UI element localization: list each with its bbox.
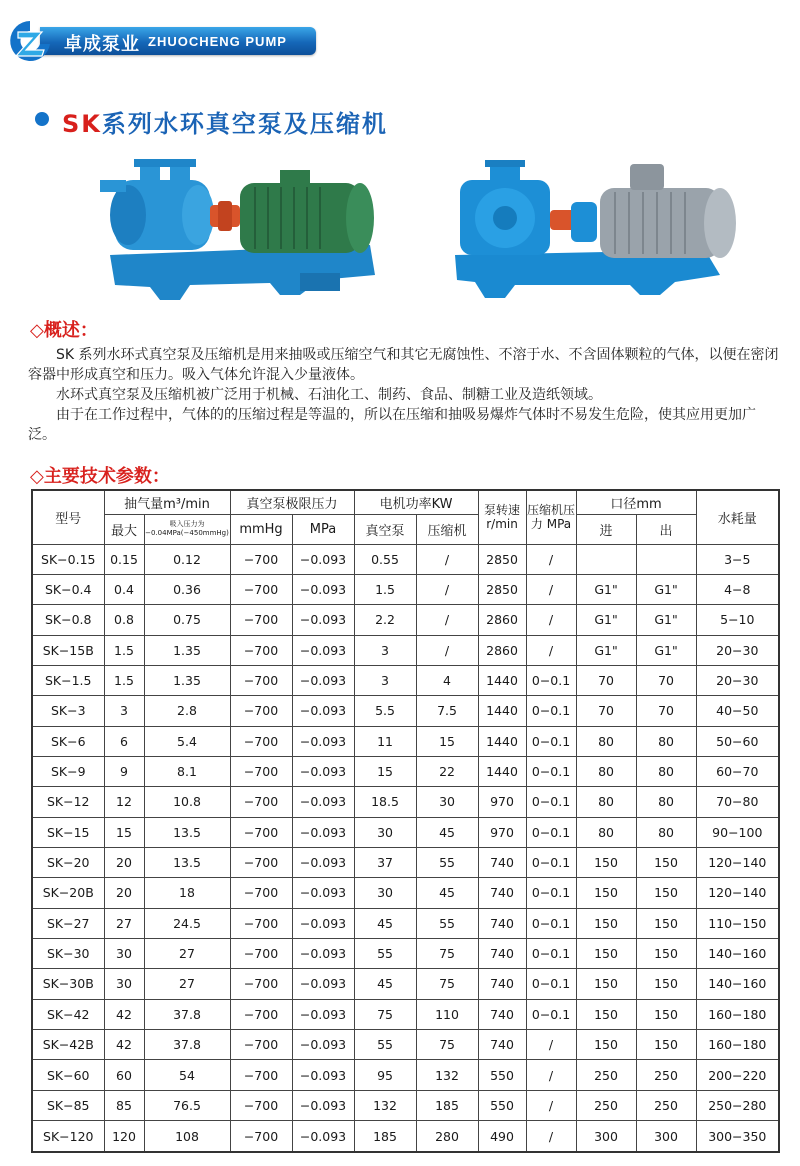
table-row <box>32 756 779 786</box>
cell-comp-pressure: / <box>526 574 576 604</box>
cell-mpa: −0.093 <box>292 938 354 968</box>
cell-suction-max: 30 <box>104 969 144 999</box>
cell-outlet: G1" <box>636 605 696 635</box>
table-row <box>32 938 779 968</box>
cell-suction: 10.8 <box>144 787 230 817</box>
cell-mmhg: −700 <box>230 787 292 817</box>
cell-comp-pressure: 0−0.1 <box>526 969 576 999</box>
cell-speed: 1440 <box>478 696 526 726</box>
cell-suction: 54 <box>144 1060 230 1090</box>
cell-outlet: 250 <box>636 1060 696 1090</box>
cell-inlet: 250 <box>576 1090 636 1120</box>
cell-outlet <box>636 544 696 574</box>
cell-mmhg: −700 <box>230 696 292 726</box>
cell-compressor-kw: 75 <box>416 1030 478 1060</box>
cell-mmhg: −700 <box>230 908 292 938</box>
spec-table <box>31 489 780 1153</box>
cell-outlet: 150 <box>636 938 696 968</box>
cell-outlet: 70 <box>636 696 696 726</box>
cell-vacuum-pump-kw: 18.5 <box>354 787 416 817</box>
cell-mmhg: −700 <box>230 999 292 1029</box>
cell-speed: 2850 <box>478 574 526 604</box>
cell-mpa: −0.093 <box>292 605 354 635</box>
cell-inlet: G1" <box>576 635 636 665</box>
cell-model: SK−6 <box>32 726 104 756</box>
cell-suction: 0.36 <box>144 574 230 604</box>
cell-vacuum-pump-kw: 11 <box>354 726 416 756</box>
cell-mpa: −0.093 <box>292 696 354 726</box>
cell-water: 60−70 <box>696 756 779 786</box>
cell-suction-max: 42 <box>104 1030 144 1060</box>
col-suction: 抽气量m³/min <box>104 490 230 514</box>
cell-water: 160−180 <box>696 1030 779 1060</box>
cell-inlet: 150 <box>576 878 636 908</box>
table-row <box>32 1030 779 1060</box>
cell-inlet: 150 <box>576 969 636 999</box>
cell-suction: 37.8 <box>144 999 230 1029</box>
cell-mmhg: −700 <box>230 574 292 604</box>
cell-model: SK−30B <box>32 969 104 999</box>
cell-mmhg: −700 <box>230 726 292 756</box>
spec-table-body <box>32 544 779 1152</box>
cell-model: SK−15B <box>32 635 104 665</box>
cell-vacuum-pump-kw: 55 <box>354 938 416 968</box>
cell-model: SK−9 <box>32 756 104 786</box>
cell-inlet: 150 <box>576 999 636 1029</box>
col-inlet: 进 <box>576 514 636 544</box>
cell-suction-max: 20 <box>104 847 144 877</box>
cell-mmhg: −700 <box>230 1060 292 1090</box>
cell-compressor-kw: 55 <box>416 908 478 938</box>
cell-comp-pressure: 0−0.1 <box>526 665 576 695</box>
cell-mpa: −0.093 <box>292 635 354 665</box>
cell-inlet: 150 <box>576 938 636 968</box>
cell-mmhg: −700 <box>230 847 292 877</box>
cell-mmhg: −700 <box>230 665 292 695</box>
table-row <box>32 696 779 726</box>
cell-inlet: 300 <box>576 1121 636 1152</box>
cell-inlet: G1" <box>576 605 636 635</box>
cell-comp-pressure: / <box>526 1090 576 1120</box>
table-row <box>32 1090 779 1120</box>
cell-suction-max: 1.5 <box>104 665 144 695</box>
col-outlet: 出 <box>636 514 696 544</box>
cell-compressor-kw: / <box>416 605 478 635</box>
cell-suction: 5.4 <box>144 726 230 756</box>
cell-model: SK−27 <box>32 908 104 938</box>
cell-mpa: −0.093 <box>292 1060 354 1090</box>
cell-inlet: 80 <box>576 756 636 786</box>
cell-compressor-kw: 4 <box>416 665 478 695</box>
cell-comp-pressure: 0−0.1 <box>526 756 576 786</box>
cell-comp-pressure: 0−0.1 <box>526 999 576 1029</box>
cell-model: SK−30 <box>32 938 104 968</box>
cell-outlet: 80 <box>636 726 696 756</box>
cell-suction: 27 <box>144 969 230 999</box>
cell-mmhg: −700 <box>230 1090 292 1120</box>
cell-outlet: 150 <box>636 1030 696 1060</box>
col-vacuum-pump: 真空泵 <box>354 514 416 544</box>
cell-compressor-kw: 15 <box>416 726 478 756</box>
cell-mpa: −0.093 <box>292 878 354 908</box>
cell-comp-pressure: / <box>526 1060 576 1090</box>
cell-model: SK−0.8 <box>32 605 104 635</box>
cell-outlet: 150 <box>636 878 696 908</box>
table-row <box>32 574 779 604</box>
overview-paragraph-3: 由于在工作过程中，气体的的压缩过程是等温的，所以在压缩和抽吸易爆炸气体时不易发生危险，使其应用更加广泛。 <box>28 407 756 443</box>
cell-suction: 76.5 <box>144 1090 230 1120</box>
cell-speed: 2860 <box>478 605 526 635</box>
cell-model: SK−1.5 <box>32 665 104 695</box>
cell-speed: 490 <box>478 1121 526 1152</box>
cell-water: 70−80 <box>696 787 779 817</box>
cell-water: 90−100 <box>696 817 779 847</box>
cell-outlet: 300 <box>636 1121 696 1152</box>
cell-mmhg: −700 <box>230 938 292 968</box>
cell-comp-pressure: 0−0.1 <box>526 787 576 817</box>
cell-outlet: 150 <box>636 999 696 1029</box>
sk-pump-green-motor-image <box>70 135 400 305</box>
cell-inlet: 80 <box>576 726 636 756</box>
cell-water: 140−160 <box>696 969 779 999</box>
cell-suction-max: 85 <box>104 1090 144 1120</box>
cell-vacuum-pump-kw: 0.55 <box>354 544 416 574</box>
cell-suction: 2.8 <box>144 696 230 726</box>
specs-heading: ◇主要技术参数： <box>30 466 170 487</box>
cell-inlet: 150 <box>576 908 636 938</box>
cell-outlet: 80 <box>636 817 696 847</box>
cell-compressor-kw: 55 <box>416 847 478 877</box>
cell-compressor-kw: 185 <box>416 1090 478 1120</box>
cell-comp-pressure: / <box>526 605 576 635</box>
cell-inlet: 150 <box>576 847 636 877</box>
cell-speed: 740 <box>478 878 526 908</box>
page-title <box>62 104 388 139</box>
cell-compressor-kw: 22 <box>416 756 478 786</box>
cell-speed: 740 <box>478 1030 526 1060</box>
cell-model: SK−0.15 <box>32 544 104 574</box>
cell-suction-max: 0.15 <box>104 544 144 574</box>
cell-model: SK−20 <box>32 847 104 877</box>
cell-outlet: 150 <box>636 847 696 877</box>
overview-paragraph-2: 水环式真空泵及压缩机被广泛用于机械、石油化工、制药、食品、制糖工业及造纸领域。 <box>56 387 602 403</box>
cell-comp-pressure: 0−0.1 <box>526 908 576 938</box>
cell-mmhg: −700 <box>230 1030 292 1060</box>
cell-water: 110−150 <box>696 908 779 938</box>
cell-speed: 740 <box>478 847 526 877</box>
col-model: 型号 <box>32 490 104 544</box>
cell-vacuum-pump-kw: 37 <box>354 847 416 877</box>
cell-compressor-kw: 75 <box>416 938 478 968</box>
cell-model: SK−12 <box>32 787 104 817</box>
table-row <box>32 969 779 999</box>
cell-compressor-kw: 132 <box>416 1060 478 1090</box>
table-row <box>32 878 779 908</box>
cell-speed: 550 <box>478 1090 526 1120</box>
table-row <box>32 635 779 665</box>
col-water: 水耗量 <box>696 490 779 544</box>
cell-mmhg: −700 <box>230 1121 292 1152</box>
col-comp-pressure: 压缩机压力 MPa <box>526 490 576 544</box>
cell-speed: 740 <box>478 999 526 1029</box>
cell-speed: 1440 <box>478 726 526 756</box>
cell-suction-max: 1.5 <box>104 635 144 665</box>
cell-speed: 1440 <box>478 665 526 695</box>
cell-model: SK−15 <box>32 817 104 847</box>
cell-suction-max: 30 <box>104 938 144 968</box>
cell-compressor-kw: 110 <box>416 999 478 1029</box>
cell-suction-max: 15 <box>104 817 144 847</box>
cell-speed: 970 <box>478 817 526 847</box>
cell-suction: 27 <box>144 938 230 968</box>
cell-mpa: −0.093 <box>292 665 354 695</box>
cell-water: 300−350 <box>696 1121 779 1152</box>
cell-vacuum-pump-kw: 30 <box>354 817 416 847</box>
cell-suction-max: 6 <box>104 726 144 756</box>
cell-mpa: −0.093 <box>292 1030 354 1060</box>
cell-vacuum-pump-kw: 15 <box>354 756 416 786</box>
cell-speed: 2850 <box>478 544 526 574</box>
cell-water: 140−160 <box>696 938 779 968</box>
cell-outlet: G1" <box>636 574 696 604</box>
cell-mpa: −0.093 <box>292 847 354 877</box>
table-row <box>32 999 779 1029</box>
cell-suction-max: 27 <box>104 908 144 938</box>
cell-suction-max: 12 <box>104 787 144 817</box>
cell-inlet: 250 <box>576 1060 636 1090</box>
overview-paragraph-1: SK 系列水环式真空泵及压缩机是用来抽吸或压缩空气和其它无腐蚀性、不溶于水、不含固体颗粒的气体，以便在密闭容器中形成真空和压力。吸入气体允许混入少量液体。 <box>28 347 779 383</box>
cell-inlet: G1" <box>576 574 636 604</box>
cell-inlet: 150 <box>576 1030 636 1060</box>
cell-suction-max: 0.4 <box>104 574 144 604</box>
cell-vacuum-pump-kw: 132 <box>354 1090 416 1120</box>
cell-mpa: −0.093 <box>292 908 354 938</box>
cell-water: 50−60 <box>696 726 779 756</box>
sk-pump-grey-motor-image <box>445 150 755 300</box>
title-prefix: SK <box>62 110 102 138</box>
col-vacuum-limit: 真空泵极限压力 <box>230 490 354 514</box>
cell-comp-pressure: / <box>526 635 576 665</box>
cell-speed: 740 <box>478 938 526 968</box>
cell-water: 40−50 <box>696 696 779 726</box>
table-row <box>32 847 779 877</box>
cell-model: SK−20B <box>32 878 104 908</box>
cell-outlet: G1" <box>636 635 696 665</box>
cell-suction: 18 <box>144 878 230 908</box>
cell-suction: 1.35 <box>144 635 230 665</box>
table-row <box>32 665 779 695</box>
cell-outlet: 150 <box>636 908 696 938</box>
cell-vacuum-pump-kw: 3 <box>354 635 416 665</box>
cell-vacuum-pump-kw: 55 <box>354 1030 416 1060</box>
col-mpa: MPa <box>292 514 354 544</box>
cell-compressor-kw: / <box>416 574 478 604</box>
cell-mpa: −0.093 <box>292 817 354 847</box>
cell-model: SK−3 <box>32 696 104 726</box>
cell-model: SK−85 <box>32 1090 104 1120</box>
brand-name-en: ZHUOCHENG PUMP <box>148 34 287 49</box>
cell-outlet: 150 <box>636 969 696 999</box>
cell-mmhg: −700 <box>230 635 292 665</box>
cell-speed: 970 <box>478 787 526 817</box>
cell-comp-pressure: 0−0.1 <box>526 847 576 877</box>
cell-suction: 37.8 <box>144 1030 230 1060</box>
table-row <box>32 544 779 574</box>
cell-mmhg: −700 <box>230 756 292 786</box>
cell-suction-max: 120 <box>104 1121 144 1152</box>
cell-compressor-kw: 30 <box>416 787 478 817</box>
cell-water: 120−140 <box>696 847 779 877</box>
cell-water: 20−30 <box>696 665 779 695</box>
cell-mpa: −0.093 <box>292 969 354 999</box>
cell-vacuum-pump-kw: 45 <box>354 908 416 938</box>
cell-water: 3−5 <box>696 544 779 574</box>
cell-compressor-kw: 45 <box>416 817 478 847</box>
cell-suction: 8.1 <box>144 756 230 786</box>
cell-comp-pressure: 0−0.1 <box>526 878 576 908</box>
cell-mmhg: −700 <box>230 969 292 999</box>
col-suction-max: 最大 <box>104 514 144 544</box>
cell-comp-pressure: / <box>526 1030 576 1060</box>
cell-inlet <box>576 544 636 574</box>
title-bullet <box>35 112 49 126</box>
cell-inlet: 70 <box>576 665 636 695</box>
cell-suction-max: 3 <box>104 696 144 726</box>
cell-mpa: −0.093 <box>292 1121 354 1152</box>
cell-comp-pressure: / <box>526 544 576 574</box>
cell-suction-max: 20 <box>104 878 144 908</box>
cell-mpa: −0.093 <box>292 999 354 1029</box>
brand-name-cn: 卓成泵业 <box>64 34 140 55</box>
cell-mpa: −0.093 <box>292 756 354 786</box>
table-row <box>32 817 779 847</box>
table-row <box>32 908 779 938</box>
table-row <box>32 1121 779 1152</box>
cell-model: SK−60 <box>32 1060 104 1090</box>
cell-vacuum-pump-kw: 95 <box>354 1060 416 1090</box>
cell-outlet: 70 <box>636 665 696 695</box>
cell-mmhg: −700 <box>230 878 292 908</box>
cell-suction: 0.12 <box>144 544 230 574</box>
cell-model: SK−0.4 <box>32 574 104 604</box>
cell-compressor-kw: 45 <box>416 878 478 908</box>
cell-suction: 13.5 <box>144 847 230 877</box>
cell-outlet: 80 <box>636 756 696 786</box>
col-speed: 泵转速 r/min <box>478 490 526 544</box>
cell-suction-max: 9 <box>104 756 144 786</box>
cell-suction-max: 60 <box>104 1060 144 1090</box>
cell-vacuum-pump-kw: 185 <box>354 1121 416 1152</box>
cell-vacuum-pump-kw: 5.5 <box>354 696 416 726</box>
cell-model: SK−42 <box>32 999 104 1029</box>
cell-mpa: −0.093 <box>292 787 354 817</box>
cell-comp-pressure: 0−0.1 <box>526 696 576 726</box>
table-row <box>32 1060 779 1090</box>
cell-water: 250−280 <box>696 1090 779 1120</box>
cell-suction: 24.5 <box>144 908 230 938</box>
cell-compressor-kw: / <box>416 635 478 665</box>
col-mmhg: mmHg <box>230 514 292 544</box>
cell-mpa: −0.093 <box>292 574 354 604</box>
cell-suction: 1.35 <box>144 665 230 695</box>
cell-inlet: 80 <box>576 787 636 817</box>
cell-model: SK−42B <box>32 1030 104 1060</box>
col-diameter: 口径mm <box>576 490 696 514</box>
zc-logo-icon <box>6 18 54 64</box>
cell-speed: 550 <box>478 1060 526 1090</box>
cell-comp-pressure: 0−0.1 <box>526 817 576 847</box>
col-compressor: 压缩机 <box>416 514 478 544</box>
col-suction-note: 吸入压力为 −0.04MPa(−450mmHg) <box>144 514 230 544</box>
cell-inlet: 80 <box>576 817 636 847</box>
cell-water: 200−220 <box>696 1060 779 1090</box>
cell-outlet: 250 <box>636 1090 696 1120</box>
table-row <box>32 605 779 635</box>
cell-vacuum-pump-kw: 75 <box>354 999 416 1029</box>
cell-compressor-kw: 7.5 <box>416 696 478 726</box>
brand-banner <box>0 18 320 62</box>
cell-water: 5−10 <box>696 605 779 635</box>
cell-outlet: 80 <box>636 787 696 817</box>
cell-speed: 740 <box>478 969 526 999</box>
cell-water: 160−180 <box>696 999 779 1029</box>
cell-suction: 108 <box>144 1121 230 1152</box>
cell-water: 20−30 <box>696 635 779 665</box>
cell-suction: 0.75 <box>144 605 230 635</box>
cell-speed: 2860 <box>478 635 526 665</box>
cell-compressor-kw: 280 <box>416 1121 478 1152</box>
cell-comp-pressure: 0−0.1 <box>526 938 576 968</box>
cell-suction: 13.5 <box>144 817 230 847</box>
cell-suction-max: 42 <box>104 999 144 1029</box>
overview-heading: ◇概述： <box>30 320 98 341</box>
cell-comp-pressure: 0−0.1 <box>526 726 576 756</box>
title-text: 系列水环真空泵及压缩机 <box>101 110 388 138</box>
cell-inlet: 70 <box>576 696 636 726</box>
cell-compressor-kw: 75 <box>416 969 478 999</box>
cell-speed: 1440 <box>478 756 526 786</box>
col-motor-power: 电机功率KW <box>354 490 478 514</box>
cell-water: 4−8 <box>696 574 779 604</box>
cell-vacuum-pump-kw: 30 <box>354 878 416 908</box>
table-row <box>32 726 779 756</box>
cell-mpa: −0.093 <box>292 544 354 574</box>
cell-compressor-kw: / <box>416 544 478 574</box>
cell-mpa: −0.093 <box>292 1090 354 1120</box>
cell-suction-max: 0.8 <box>104 605 144 635</box>
cell-mmhg: −700 <box>230 817 292 847</box>
cell-vacuum-pump-kw: 1.5 <box>354 574 416 604</box>
cell-mmhg: −700 <box>230 605 292 635</box>
table-row <box>32 787 779 817</box>
cell-model: SK−120 <box>32 1121 104 1152</box>
cell-comp-pressure: / <box>526 1121 576 1152</box>
cell-mpa: −0.093 <box>292 726 354 756</box>
cell-vacuum-pump-kw: 3 <box>354 665 416 695</box>
cell-speed: 740 <box>478 908 526 938</box>
cell-vacuum-pump-kw: 45 <box>354 969 416 999</box>
cell-vacuum-pump-kw: 2.2 <box>354 605 416 635</box>
cell-water: 120−140 <box>696 878 779 908</box>
cell-mmhg: −700 <box>230 544 292 574</box>
